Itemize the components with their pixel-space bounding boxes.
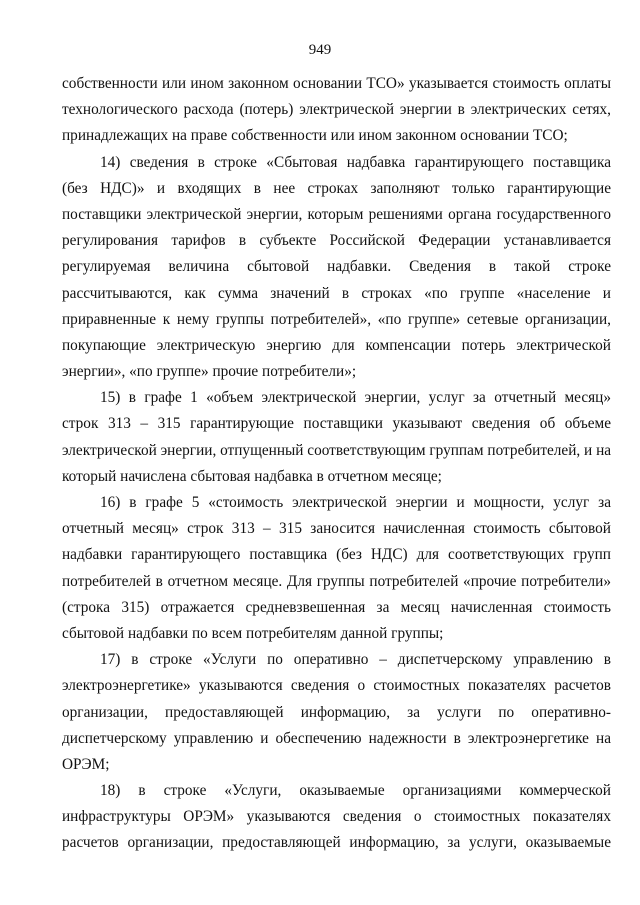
paragraph-line: потребителей в отчетном месяце. Для группы потребителей «прочие потребители» [62,572,611,590]
paragraph-line: организации, предоставляющей информацию, за услуги по оперативно- [62,703,611,721]
paragraph-line: регулируемая величина сбытовой надбавки. Сведения в такой строке [62,258,611,276]
paragraph-line: 14) сведения в строке «Сбытовая надбавка гарантирующего поставщика [100,153,611,171]
paragraph-line: 15) в графе 1 «объем электрической энергии, услуг за отчетный месяц» [100,389,611,407]
paragraph-line: инфраструктуры ОРЭМ» указываются сведения о стоимостных показателях [62,808,611,826]
paragraph-line: ОРЭМ; [62,755,110,773]
paragraph-line: надбавки гарантирующего поставщика (без НДС) для соответствующих групп [62,546,611,564]
paragraph-line: электроэнергетике» указываются сведения о стоимостных показателях расчетов [62,677,611,695]
paragraph-line: электрической энергии, отпущенный соответствующим группам потребителей, и на [62,441,612,459]
paragraph-line: отчетный месяц» строк 313 – 315 заносится начисленная стоимость сбытовой [62,520,611,538]
paragraph-line: 18) в строке «Услуги, оказываемые организациями коммерческой [100,782,611,800]
document-body [62,71,611,857]
paragraph-line: рассчитываются, как сумма значений в строках «по группе «население и [62,284,611,302]
paragraph [62,490,611,647]
paragraph-line: (без НДС)» и входящих в нее строках заполняют только гарантирующие [62,179,611,197]
paragraph-line: который начислена сбытовая надбавка в отчетном месяце; [62,467,442,485]
paragraph-line: приравненные к нему группы потребителей», «по группе» сетевые организации, [62,310,611,328]
paragraph-line: покупающие электрическую энергию для компенсации потерь электрической [62,336,611,354]
paragraph-line: технологического расхода (потерь) электрической энергии в электрических сетях, [62,101,611,119]
paragraph [62,385,611,490]
paragraph-line: расчетов организации, предоставляющей информацию, за услуги, оказываемые [62,834,611,852]
paragraph-line: строк 313 – 315 гарантирующие поставщики указывают сведения об объеме [62,415,611,433]
paragraph-line: 16) в графе 5 «стоимость электрической энергии и мощности, услуг за [100,494,611,511]
paragraph-line: регулирования тарифов в субъекте Российской Федерации устанавливается [62,232,611,250]
paragraph-line: (строка 315) отражается средневзвешенная за месяц начисленная стоимость [62,598,611,616]
paragraph-line: диспетчерскому управлению и обеспечению надежности в электроэнергетике на [62,729,611,747]
paragraph [62,647,611,778]
paragraph-line: поставщики электрической энергии, которым решениями органа государственного [62,205,611,223]
paragraph-line: собственности или ином законном основании ТСО» указывается стоимость оплаты [62,75,611,92]
paragraph [62,778,611,857]
paragraph-line: энергии», «по группе» прочие потребители»; [62,363,357,381]
paragraph [62,150,611,386]
page-number: 949 [308,42,332,58]
paragraph-line: сбытовой надбавки по всем потребителям данной группы; [62,624,444,642]
paragraph [62,71,611,150]
paragraph-line: принадлежащих на праве собственности или ином законном основании ТСО; [62,127,568,145]
paragraph-line: 17) в строке «Услуги по оперативно – диспетчерскому управлению в [100,651,611,669]
